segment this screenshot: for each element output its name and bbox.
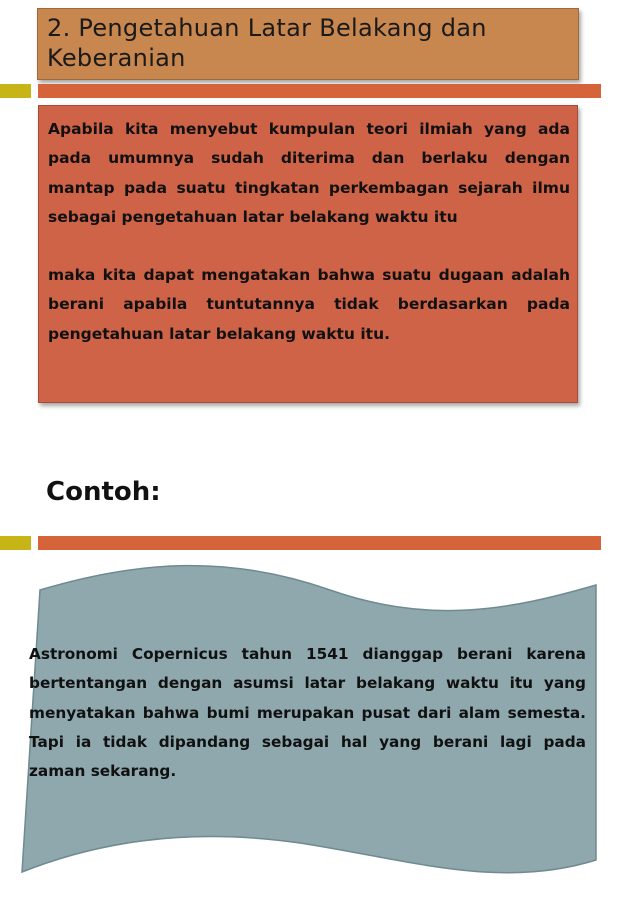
definition-paragraph-1: Apabila kita menyebut kumpulan teori ilmiah yang ada pada umumnya sudah diterima dan berlaku dengan mantap pada suatu tingkatan perkembagan sejarah ilmu sebagai pengetahuan latar belakang waktu itu	[48, 120, 570, 226]
example-heading: Contoh:	[46, 477, 161, 507]
example-text: Astronomi Copernicus tahun 1541 dianggap berani karena bertentangan dengan asumsi latar belakang waktu itu yang menyatakan bahwa bumi merupakan pusat dari alam semesta. Tapi ia tidak dipandang sebagai hal yang berani lagi pada zaman sekarang.	[29, 645, 586, 781]
definition-paragraph-2: maka kita dapat mengatakan bahwa suatu dugaan adalah berani apabila tuntutannya tidak berdasarkan pada pengetahuan latar belakang waktu itu.	[48, 266, 570, 343]
section-title: 2. Pengetahuan Latar Belakang dan Keberanian	[47, 14, 487, 72]
